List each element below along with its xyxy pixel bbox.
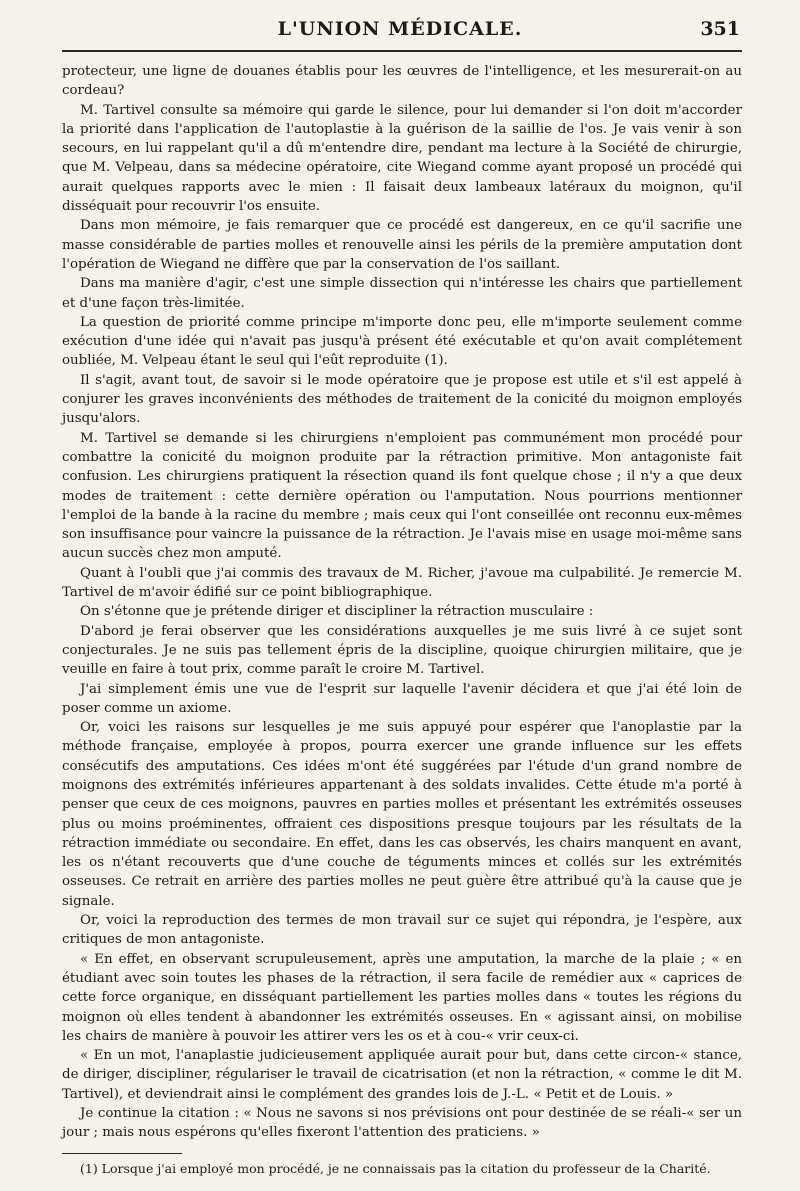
paragraph: Or, voici les raisons sur lesquelles je me suis appuyé pour espérer que l'anoplastie par la méthode française, employée à propos, pourra exercer une grande influence sur les effets consécutifs des amputations. Ces idées m'ont été suggérées par l'étude d'un grand nombre de moignons des extrémités inférieures appartenant à des soldats invalides. Cette étude m'a porté à penser que ceux de ces moignons, pauvres en parties molles et présentant les extrémités osseuses plus ou moins proéminentes, offraient ces dispositions presque toujours par les résultats de la rétraction immédiate ou secondaire. En effet, dans les cas observés, les chairs manquent en avant, les os n'étant recouverts que d'une couche de téguments minces et collés sur les extrémités osseuses. Ce retrait en arrière des parties molles ne peut guère être attribué qu'à la cause que je signale. bbox=[62, 720, 742, 909]
running-title: L'UNION MÉDICALE. bbox=[277, 18, 523, 40]
body-text bbox=[62, 62, 742, 1178]
paragraph: Quant à l'oubli que j'ai commis des travaux de M. Richer, j'avoue ma culpabilité. Je remercie M. Tartivel de m'avoir édifié sur ce point bibliographique. bbox=[62, 565, 742, 601]
page-header bbox=[60, 14, 740, 44]
footnote: (1) Lorsque j'ai employé mon procédé, je ne connaissais pas la citation du professeur de la Charité. bbox=[80, 1160, 711, 1176]
paragraph: D'abord je ferai observer que les considérations auxquelles je me suis livré à ce sujet sont conjecturales. Je ne suis pas tellement épris de la discipline, quoique chirurgien militaire, que je veuille en faire à tout prix, comme paraît le croire M. Tartivel. bbox=[62, 623, 742, 678]
footnote-rule bbox=[62, 1153, 182, 1154]
paragraph: Dans mon mémoire, je fais remarquer que ce procédé est dangereux, en ce qu'il sacrifie une masse considérable de parties molles et renouvelle ainsi les périls de la première amputation dont l'opération de Wiegand ne diffère que par la conservation de l'os saillant. bbox=[62, 218, 742, 272]
paragraph: Dans ma manière d'agir, c'est une simple dissection qui n'intéresse les chairs que partiellement et d'une façon très-limitée. bbox=[62, 276, 742, 311]
paragraph: Or, voici la reproduction des termes de mon travail sur ce sujet qui répondra, je l'espère, aux critiques de mon antagoniste. bbox=[62, 913, 742, 948]
paragraph: Il s'agit, avant tout, de savoir si le mode opératoire que je propose est utile et s'il est appelé à conjurer les graves inconvénients des méthodes de traitement de la conicité du moignon employés jusqu'alors. bbox=[62, 372, 742, 427]
header-rule bbox=[62, 50, 742, 52]
paragraph: J'ai simplement émis une vue de l'esprit sur laquelle l'avenir décidera et que j'ai été loin de poser comme un axiome. bbox=[62, 681, 742, 716]
paragraph: On s'étonne que je prétende diriger et discipliner la rétraction musculaire : bbox=[80, 604, 594, 620]
quotation-paragraph: « En un mot, l'anaplastie judicieusement appliquée aurait pour but, dans cette circon-« stance, de diriger, discipliner, régulariser le travail de cicatrisation (et non la rétraction, « comme le dit M. Tartivel), et deviendrait ainsi le complément des grandes lois de J.-L. « Petit et de Louis. » bbox=[62, 1048, 742, 1102]
paragraph: M. Tartivel consulte sa mémoire qui garde le silence, pour lui demander si l'on doit m'accorder la priorité dans l'application de l'autoplastie à la guérison de la saillie de l'os. Je vais venir à son secours, en lui rappelant qu'il a dû m'entendre dire, pendant ma lecture à la Société de chirurgie, que M. Velpeau, dans sa médecine opératoire, cite Wiegand comme ayant proposé un procédé qui aurait quelques rapports avec le mien : Il faisait deux lambeaux latéraux du moignon, qu'il disséquait pour recouvrir l'os ensuite. bbox=[62, 102, 742, 215]
quotation-paragraph: « En effet, en observant scrupuleusement, après une amputation, la marche de la plaie ; « en étudiant avec soin toutes les phases de la rétraction, il sera facile de remédier aux « caprices de cette force organique, en disséquant partiellement les parties molles dans « toutes les régions du moignon où elles tendent à abandonner les extrémités osseuses. En « agissant ainsi, on mobilise les chairs de manière à pouvoir les attirer vers les os et à cou-« vrir ceux-ci. bbox=[62, 951, 742, 1044]
paragraph: La question de priorité comme principe m'importe donc peu, elle m'importe seulement comme exécution d'une idée qui n'avait pas jusqu'à présent été exécutable et qu'on avait complétement oubliée, M. Velpeau étant le seul qui l'eût reproduite (1). bbox=[62, 314, 742, 369]
paragraph: protecteur, une ligne de douanes établis pour les œuvres de l'intelligence, et les mesurerait-on au cordeau? bbox=[62, 64, 742, 99]
paragraph: M. Tartivel se demande si les chirurgiens n'emploient pas communément mon procédé pour combattre la conicité du moignon produite par la rétraction primitive. Mon antagoniste fait confusion. Les chirurgiens pratiquent la résection quand ils font quelque chose ; il n'y a que deux modes de traitement : cette dernière opération ou l'amputation. Nous pourrions mentionner l'emploi de la bande à la racine du membre ; mais ceux qui l'ont conseillée ont reconnu eux-mêmes son insuffisance pour vaincre la puissance de la rétraction. Je l'avais mise en usage moi-même sans aucun succès chez mon amputé. bbox=[62, 430, 742, 562]
page-number: 351 bbox=[700, 18, 740, 40]
paragraph: Je continue la citation : « Nous ne savons si nos prévisions ont pour destinée de se réali-« ser un jour ; mais nous espérons qu'elles fixeront l'attention des praticiens. » bbox=[62, 1106, 742, 1141]
